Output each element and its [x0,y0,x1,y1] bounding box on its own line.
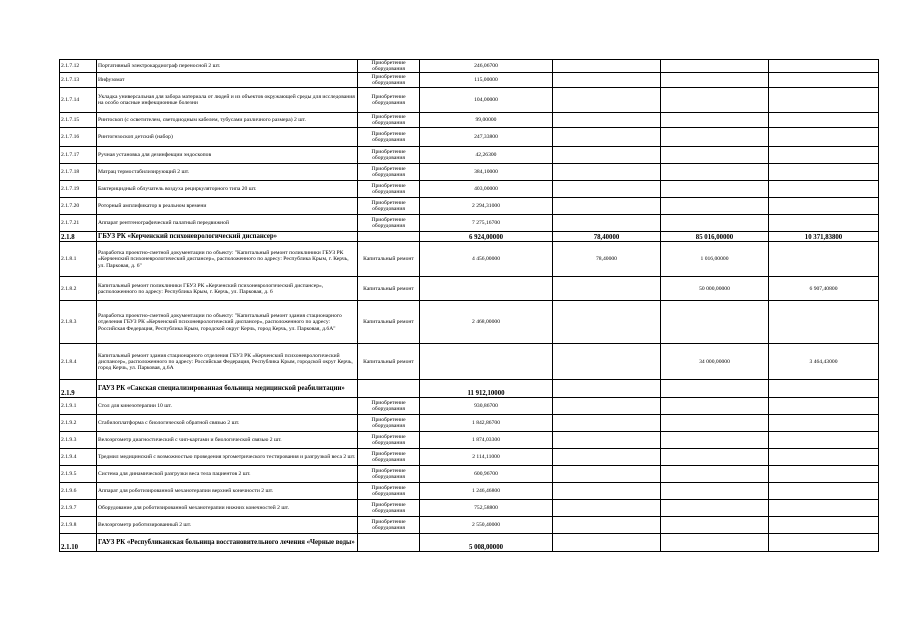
row-work-type: Приобретение оборудования [358,147,420,164]
row-work-type: Приобретение оборудования [358,500,420,517]
row-amount-1: 4 456,00000 [420,242,553,277]
row-amount-1: 1 842,86700 [420,415,553,432]
row-number: 2.1.8.4 [60,344,97,380]
row-amount-4 [769,147,879,164]
row-amount-2 [553,128,661,147]
row-amount-1: 11 912,10000 [420,380,553,398]
row-description: Ринтогнзоскоп детский (набор) [97,128,358,147]
row-number: 2.1.9 [60,380,97,398]
row-amount-3 [661,147,769,164]
row-amount-1: 247,33800 [420,128,553,147]
row-work-type: Приобретение оборудования [358,466,420,483]
row-description: Аппарат для роботизированной механотерапии верхней конечности 2 шт. [97,483,358,500]
row-amount-4 [769,301,879,344]
row-amount-1: 104,00000 [420,88,553,113]
table-row [60,500,879,517]
row-amount-2 [553,73,661,88]
row-description: Тредмил медицинский с возможностью проведения эргометрического тестирования и разгрузкой веса 2 шт. [97,449,358,466]
row-amount-4 [769,215,879,232]
row-amount-3 [661,500,769,517]
row-amount-2: 78,40000 [553,232,661,242]
row-amount-1 [420,344,553,380]
row-description: Укладка универсальная для забора материала от людей и из объектов окружающей среды для исследования на особо опасные инфекционные болезни [97,88,358,113]
row-amount-1: 752,58800 [420,500,553,517]
row-amount-1: 1 246,46800 [420,483,553,500]
row-description: Разработка проектно-сметной документации по объекту: "Капитальный ремонт здания стационарного отделения ГБУЗ РК «Керченский психоневрологический диспансер», расположенного по адресу: Российская Федерация, Республика Крым, городской округ Керчь, город Керчь, ул. Парковая, д.6А" [97,301,358,344]
row-work-type: Приобретение оборудования [358,181,420,198]
row-amount-3 [661,113,769,128]
organization-row [60,380,879,398]
row-description: Стабилоплатформа с биологической обратной связью 2 шт. [97,415,358,432]
row-amount-2 [553,534,661,552]
row-description: Стол для кинезотерапии 10 шт. [97,398,358,415]
row-amount-2 [553,113,661,128]
table-row [60,344,879,380]
row-number: 2.1.7.19 [60,181,97,198]
row-amount-2 [553,301,661,344]
row-amount-3: 34 000,00000 [661,344,769,380]
row-work-type: Приобретение оборудования [358,483,420,500]
row-number: 2.1.9.7 [60,500,97,517]
row-amount-3 [661,215,769,232]
table-row [60,517,879,534]
row-number: 2.1.8.3 [60,301,97,344]
row-number: 2.1.9.1 [60,398,97,415]
row-amount-1 [420,277,553,301]
row-amount-4 [769,113,879,128]
row-work-type: Капитальный ремонт [358,242,420,277]
row-amount-1: 1 874,03300 [420,432,553,449]
row-work-type: Приобретение оборудования [358,128,420,147]
row-amount-4 [769,483,879,500]
row-amount-2 [553,449,661,466]
row-amount-1: 384,10000 [420,164,553,181]
row-amount-1: 600,96700 [420,466,553,483]
row-number: 2.1.9.4 [60,449,97,466]
row-amount-3 [661,466,769,483]
row-work-type [358,232,420,242]
row-work-type: Приобретение оборудования [358,198,420,215]
table-row [60,88,879,113]
table-row [60,128,879,147]
row-amount-4 [769,517,879,534]
row-number: 2.1.7.21 [60,215,97,232]
row-description: Матрац термостабилизирующий 2 шт. [97,164,358,181]
row-amount-1: 2 114,11000 [420,449,553,466]
row-number: 2.1.7.15 [60,113,97,128]
row-amount-2 [553,60,661,73]
row-work-type: Приобретение оборудования [358,60,420,73]
row-number: 2.1.7.14 [60,88,97,113]
row-amount-4 [769,449,879,466]
row-amount-4 [769,181,879,198]
table-row [60,483,879,500]
row-amount-3 [661,517,769,534]
row-amount-2 [553,466,661,483]
table-row [60,301,879,344]
table-row [60,242,879,277]
row-amount-1: 2 550,40000 [420,517,553,534]
row-amount-3 [661,60,769,73]
row-amount-1: 42,26300 [420,147,553,164]
row-amount-1: 930,86700 [420,398,553,415]
row-amount-3 [661,432,769,449]
table-row [60,449,879,466]
row-description: Бактерицидный облучатель воздуха рециркуляторного типа 20 шт. [97,181,358,198]
row-amount-2 [553,88,661,113]
row-work-type: Приобретение оборудования [358,432,420,449]
row-work-type: Приобретение оборудования [358,164,420,181]
organization-row [60,534,879,552]
budget-table [59,59,879,552]
table-row [60,432,879,449]
row-work-type: Приобретение оборудования [358,73,420,88]
row-description: Велоэргометр роботизированный 2 шт. [97,517,358,534]
row-amount-1: 7 275,16700 [420,215,553,232]
organization-row [60,232,879,242]
row-amount-4 [769,415,879,432]
row-amount-2 [553,181,661,198]
row-work-type: Приобретение оборудования [358,415,420,432]
row-amount-3 [661,483,769,500]
table-row [60,60,879,73]
row-amount-1: 5 008,00000 [420,534,553,552]
row-amount-3 [661,449,769,466]
row-amount-1: 115,00000 [420,73,553,88]
row-amount-2 [553,147,661,164]
row-number: 2.1.9.5 [60,466,97,483]
row-work-type: Приобретение оборудования [358,215,420,232]
row-amount-4 [769,73,879,88]
row-work-type [358,380,420,398]
table-body [60,60,879,552]
row-amount-4 [769,88,879,113]
row-amount-3 [661,181,769,198]
row-amount-3 [661,164,769,181]
row-number: 2.1.7.18 [60,164,97,181]
row-amount-2 [553,483,661,500]
row-work-type: Капитальный ремонт [358,277,420,301]
row-number: 2.1.7.16 [60,128,97,147]
row-amount-2: 78,40000 [553,242,661,277]
table-row [60,277,879,301]
row-amount-3: 50 000,00000 [661,277,769,301]
table-row [60,415,879,432]
row-amount-1: 403,00000 [420,181,553,198]
row-description: Система для динамической разгрузки веса тела пациентов 2 шт. [97,466,358,483]
row-amount-1: 2 294,31000 [420,198,553,215]
row-amount-3 [661,88,769,113]
row-work-type: Приобретение оборудования [358,398,420,415]
table-row [60,398,879,415]
row-number: 2.1.10 [60,534,97,552]
row-amount-2 [553,164,661,181]
row-description: ГАУЗ РК «Республиканская больница восстановительного лечения «Черные воды» [97,534,358,552]
row-description: Аппарат рентгенографический палатный передвижной [97,215,358,232]
row-amount-1: 99,00000 [420,113,553,128]
table-row [60,147,879,164]
row-amount-4 [769,380,879,398]
table-row [60,466,879,483]
row-number: 2.1.8 [60,232,97,242]
row-description: Роторный амплификатор в реальном времени [97,198,358,215]
row-number: 2.1.9.2 [60,415,97,432]
row-amount-3 [661,128,769,147]
row-amount-4 [769,198,879,215]
row-amount-3 [661,398,769,415]
row-number: 2.1.9.3 [60,432,97,449]
row-amount-3 [661,534,769,552]
row-number: 2.1.9.8 [60,517,97,534]
table-row [60,215,879,232]
row-work-type: Капитальный ремонт [358,301,420,344]
row-work-type: Приобретение оборудования [358,449,420,466]
row-amount-4: 6 907,40800 [769,277,879,301]
row-amount-4 [769,534,879,552]
row-number: 2.1.8.1 [60,242,97,277]
row-amount-2 [553,415,661,432]
row-number: 2.1.7.20 [60,198,97,215]
row-amount-4 [769,60,879,73]
row-description: Ринтоскоп (с осветителем, светодиодным кабелем, тубусами различного размера) 2 шт. [97,113,358,128]
table-row [60,73,879,88]
row-description: Разработка проектно-сметной документации по объекту: "Капитальный ремонт поликлиники ГБУЗ РК «Керченский психоневрологический диспансер», расположенного по адресу: Республика Крым, г. Керчь, ул. Парковая, д. 6" [97,242,358,277]
row-amount-3 [661,198,769,215]
row-number: 2.1.8.2 [60,277,97,301]
row-amount-4 [769,500,879,517]
row-amount-3 [661,415,769,432]
row-amount-2 [553,344,661,380]
row-amount-4 [769,432,879,449]
row-amount-2 [553,432,661,449]
table-row [60,164,879,181]
row-amount-4 [769,164,879,181]
row-amount-2 [553,198,661,215]
row-amount-4: 10 371,83800 [769,232,879,242]
row-amount-2 [553,277,661,301]
row-amount-2 [553,380,661,398]
row-amount-3 [661,380,769,398]
row-description: Велоэргометр диагностический с чип-картами и биологической связью 2 шт. [97,432,358,449]
row-description: Капитальный ремонт здания стационарного отделения ГБУЗ РК «Керченский психоневрологический диспансер», расположенного по адресу: Российская Федерация, Республика Крым, городской округ Керчь, город Керчь, ул. Парковая, д.6А [97,344,358,380]
row-amount-2 [553,215,661,232]
row-description: Капитальный ремонт поликлиники ГБУЗ РК «Керченский психоневрологический диспансер», расположенного по адресу: Республика Крым, г. Керчь, ул. Парковая, д. 6 [97,277,358,301]
row-number: 2.1.7.17 [60,147,97,164]
row-amount-2 [553,398,661,415]
row-amount-2 [553,517,661,534]
row-description: Портативный электрокардиограф переносной 2 шт. [97,60,358,73]
row-amount-1: 2 468,00000 [420,301,553,344]
row-number: 2.1.7.13 [60,73,97,88]
row-number: 2.1.7.12 [60,60,97,73]
row-amount-3 [661,301,769,344]
row-amount-4 [769,242,879,277]
row-amount-3 [661,73,769,88]
row-description: Оборудование для роботизированной механотерапии нижних конечностей 2 шт. [97,500,358,517]
row-work-type: Капитальный ремонт [358,344,420,380]
row-amount-4 [769,466,879,483]
row-work-type: Приобретение оборудования [358,517,420,534]
row-description: ГБУЗ РК «Керченский психоневрологический диспансер» [97,232,358,242]
row-amount-2 [553,500,661,517]
row-amount-3: 85 016,00000 [661,232,769,242]
row-amount-1: 6 924,00000 [420,232,553,242]
row-work-type: Приобретение оборудования [358,88,420,113]
row-amount-4: 3 464,43000 [769,344,879,380]
row-description: Ручная установка для дезинфекции эндоскопов [97,147,358,164]
row-work-type [358,534,420,552]
row-amount-1: 246,06700 [420,60,553,73]
row-description: Инфузомат [97,73,358,88]
row-number: 2.1.9.6 [60,483,97,500]
table-row [60,181,879,198]
row-amount-3: 1 016,00000 [661,242,769,277]
row-work-type: Приобретение оборудования [358,113,420,128]
table-row [60,113,879,128]
table-row [60,198,879,215]
row-description: ГАУЗ РК «Сакская специализированная больница медицинской реабилитации» [97,380,358,398]
row-amount-4 [769,398,879,415]
row-amount-4 [769,128,879,147]
